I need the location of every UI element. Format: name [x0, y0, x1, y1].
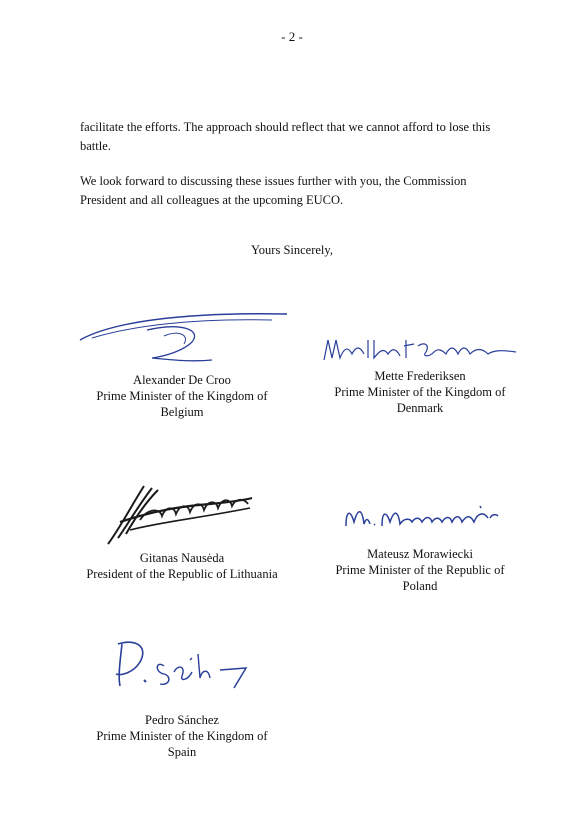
closing-salutation: Yours Sincerely,: [251, 243, 333, 257]
signature-de-croo: [72, 300, 297, 370]
signatory-spain: [72, 712, 292, 760]
signatory-name: Mette Frederiksen: [374, 369, 466, 383]
signature-nauseda: [100, 478, 260, 550]
signatory-country: Spain: [167, 745, 197, 759]
signature-sanchez: [108, 632, 258, 692]
signatory-name: Alexander De Croo: [133, 373, 231, 387]
signatory-belgium: [72, 372, 292, 420]
signatory-title: Prime Minister of the Kingdom of: [96, 389, 268, 403]
signatory-title: President of the Republic of Lithuania: [86, 567, 278, 581]
signatory-country: Denmark: [396, 401, 444, 415]
paragraph-line: battle.: [80, 139, 111, 153]
signatory-denmark: [310, 368, 530, 416]
paragraph-line: facilitate the efforts. The approach should reflect that we cannot afford to lose this: [80, 120, 491, 134]
signature-frederiksen: [318, 332, 523, 368]
signatory-name: Gitanas Nausėda: [139, 551, 225, 565]
signatory-title: Prime Minister of the Republic of: [335, 563, 505, 577]
signatory-name: Pedro Sánchez: [145, 713, 219, 727]
signatory-lithuania: [72, 550, 292, 582]
signature-morawiecki: [340, 500, 500, 536]
signatory-poland: [310, 546, 530, 594]
signatory-title: Prime Minister of the Kingdom of: [96, 729, 268, 743]
letter-paragraph-2: [80, 172, 520, 210]
page-number: - 2 -: [281, 29, 303, 44]
signatory-title: Prime Minister of the Kingdom of: [334, 385, 506, 399]
signatory-country: Belgium: [160, 405, 204, 419]
paragraph-line: President and all colleagues at the upcoming EUCO.: [80, 193, 344, 207]
paragraph-line: We look forward to discussing these issues further with you, the Commission: [80, 174, 467, 188]
signatory-name: Mateusz Morawiecki: [367, 547, 473, 561]
letter-paragraph-1: [80, 118, 520, 156]
signatory-country: Poland: [402, 579, 438, 593]
